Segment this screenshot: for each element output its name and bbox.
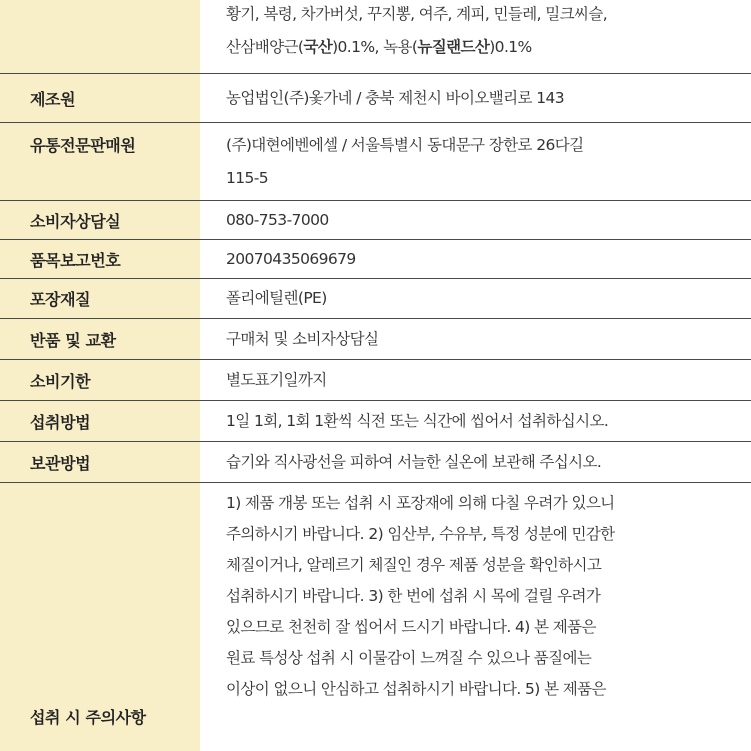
returns-label: 반품 및 교환 [0, 319, 200, 360]
row-manufacturer [0, 74, 751, 123]
storage-label: 보관방법 [0, 442, 200, 483]
row-report-no [0, 240, 751, 279]
cautions-line-3: 체질이거나, 알레르기 체질인 경우 제품 성분을 확인하시고 [226, 556, 602, 574]
cautions-line-6: 원료 특성상 섭취 시 이물감이 느껴질 수 있으나 품질에는 [226, 649, 592, 667]
expiry-value: 별도표기일까지 [200, 360, 751, 401]
row-returns [0, 319, 751, 360]
ingredients-label [0, 0, 200, 74]
cautions-line-5: 있으므로 천천히 잘 씹어서 드시기 바랍니다. 4) 본 제품은 [226, 618, 596, 636]
row-intake [0, 401, 751, 442]
ingredients-line-1: 황기, 복령, 차가버섯, 꾸지뽕, 여주, 계피, 민들레, 밀크씨슬, [226, 5, 608, 23]
intake-value: 1일 1회, 1회 1환씩 식전 또는 식간에 씹어서 섭취하십시오. [200, 401, 751, 442]
intake-label: 섭취방법 [0, 401, 200, 442]
packaging-value: 폴리에틸렌(PE) [200, 279, 751, 319]
row-cautions [0, 483, 751, 751]
cautions-line-4: 섭취하시기 바랍니다. 3) 한 번에 섭취 시 목에 걸릴 우려가 [226, 587, 601, 605]
row-packaging [0, 279, 751, 319]
manufacturer-value: 농업법인(주)옻가네 / 충북 제천시 바이오밸리로 143 [200, 74, 751, 123]
cautions-line-2: 주의하시기 바랍니다. 2) 임산부, 수유부, 특정 성분에 민감한 [226, 525, 615, 543]
cautions-line-1: 1) 제품 개봉 또는 섭취 시 포장재에 의해 다칠 우려가 있으니 [226, 494, 615, 512]
manufacturer-label: 제조원 [0, 74, 200, 123]
cautions-label: 섭취 시 주의사항 [0, 483, 200, 751]
ingredients-line-2: 산삼배양근(국산)0.1%, 녹용(뉴질랜드산)0.1% [226, 38, 532, 56]
row-distributor [0, 123, 751, 201]
consultation-label: 소비자상담실 [0, 201, 200, 240]
packaging-label: 포장재질 [0, 279, 200, 319]
report-no-label: 품목보고번호 [0, 240, 200, 279]
storage-value: 습기와 직사광선을 피하여 서늘한 실온에 보관해 주십시오. [200, 442, 751, 483]
ingredients-value [200, 0, 751, 74]
distributor-line-1: (주)대현에벤에셀 / 서울특별시 동대문구 장한로 26다길 [226, 135, 584, 154]
distributor-value [200, 123, 751, 201]
consultation-value: 080-753-7000 [200, 201, 751, 240]
cautions-value [200, 483, 751, 751]
returns-value: 구매처 및 소비자상담실 [200, 319, 751, 360]
cautions-line-7: 이상이 없으니 안심하고 섭취하시기 바랍니다. 5) 본 제품은 [226, 680, 606, 698]
distributor-label: 유통전문판매원 [0, 123, 200, 201]
row-consultation [0, 201, 751, 240]
row-storage [0, 442, 751, 483]
row-expiry [0, 360, 751, 401]
report-no-value: 20070435069679 [200, 240, 751, 279]
distributor-line-2: 115-5 [226, 168, 269, 187]
row-ingredients [0, 0, 751, 74]
expiry-label: 소비기한 [0, 360, 200, 401]
